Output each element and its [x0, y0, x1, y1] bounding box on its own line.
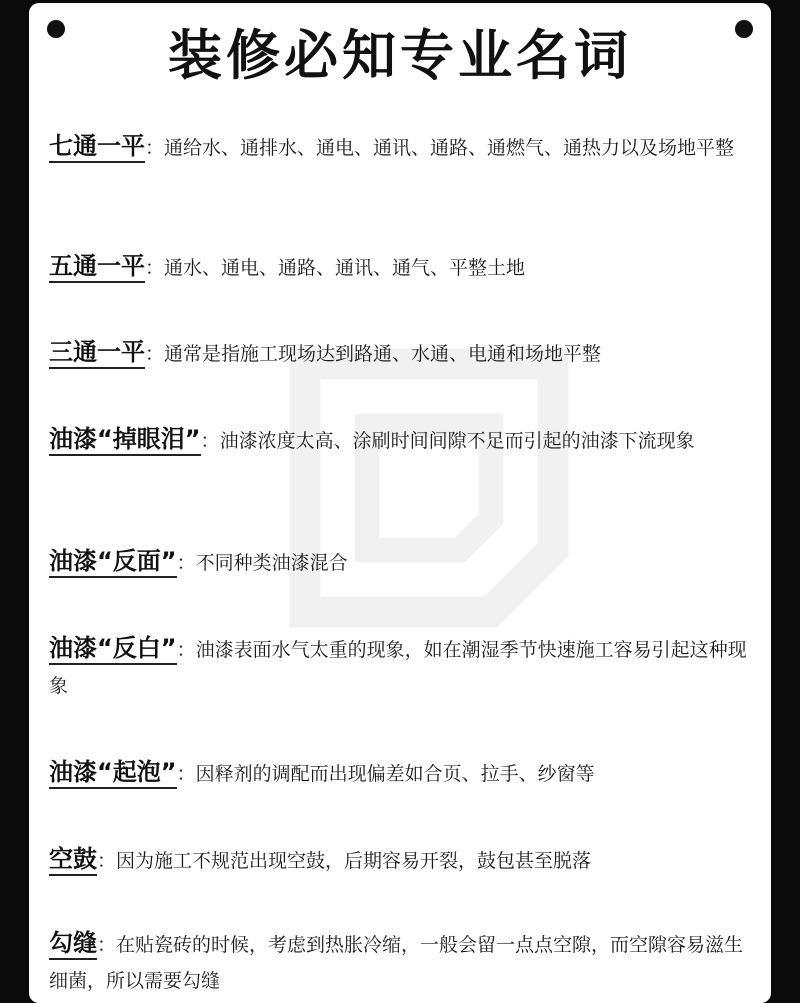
term-entry [49, 421, 759, 459]
term-description: 通水、通电、通路、通讯、通气、平整土地 [164, 257, 526, 279]
watermark-logo-icon [274, 333, 584, 643]
term-separator: ： [97, 850, 117, 872]
term-description: 油漆浓度太高、涂刷时间间隙不足而引起的油漆下流现象 [219, 430, 695, 452]
document-card [29, 3, 771, 1003]
term-separator: ： [97, 934, 117, 956]
term-description: 因为施工不规范出现空鼓，后期容易开裂，鼓包甚至脱落 [116, 850, 592, 872]
term-separator: ： [145, 257, 165, 279]
term-label: 油漆“起泡” [49, 758, 177, 789]
term-label: 勾缝 [49, 929, 97, 960]
term-label: 空鼓 [49, 845, 97, 876]
term-separator: ： [176, 639, 196, 661]
term-entry [49, 630, 759, 704]
term-entry [49, 754, 759, 792]
term-separator: ： [200, 430, 220, 452]
term-entry [49, 841, 759, 879]
term-label: 油漆“反面” [49, 547, 177, 578]
term-label: 七通一平 [49, 132, 145, 163]
term-separator: ： [176, 552, 196, 574]
term-label: 油漆“掉眼泪” [49, 425, 201, 456]
term-label: 五通一平 [49, 252, 145, 283]
term-separator: ： [145, 137, 165, 159]
term-label: 三通一平 [49, 338, 145, 369]
term-description: 不同种类油漆混合 [195, 552, 348, 574]
term-entry [49, 334, 759, 372]
term-entry [49, 925, 759, 999]
term-separator: ： [176, 763, 196, 785]
term-entry [49, 128, 759, 166]
term-description: 在贴瓷砖的时候，考虑到热胀冷缩，一般会留一点点空隙，而空隙容易滋生细菌，所以需要勾缝 [49, 934, 744, 992]
term-description: 通给水、通排水、通电、通讯、通路、通燃气、通热力以及场地平整 [164, 137, 735, 159]
term-entry [49, 543, 759, 581]
page-title: 装修必知专业名词 [168, 24, 632, 87]
term-label: 油漆“反白” [49, 634, 177, 665]
term-description: 因释剂的调配而出现偏差如合页、拉手、纱窗等 [195, 763, 595, 785]
term-separator: ： [145, 343, 165, 365]
term-description: 油漆表面水气太重的现象，如在潮湿季节快速施工容易引起这种现象 [49, 639, 747, 697]
term-entry [49, 248, 759, 286]
term-description: 通常是指施工现场达到路通、水通、电通和场地平整 [164, 343, 602, 365]
